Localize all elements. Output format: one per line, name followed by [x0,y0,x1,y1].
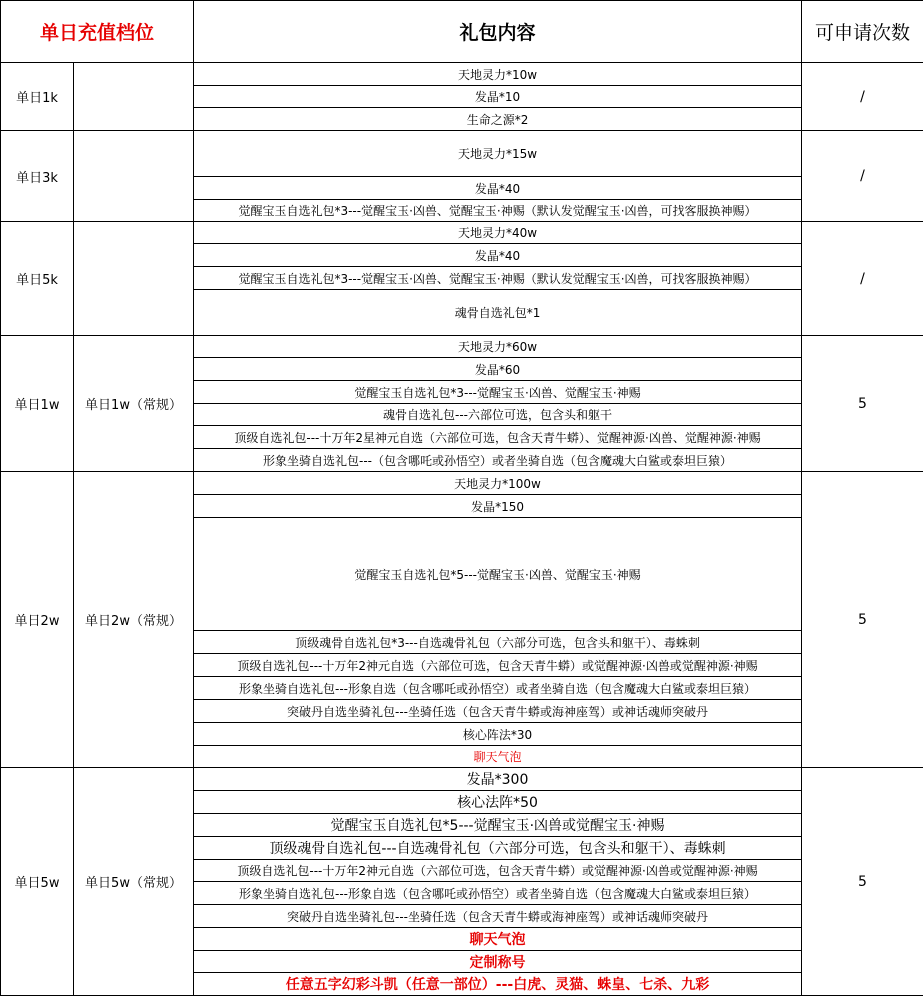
gift-item-cell: 核心阵法*30 [194,723,802,746]
tier-cell: 单日5k [1,222,74,336]
apply-count-cell: / [802,131,923,222]
tier-cell: 单日5w [1,768,74,996]
gift-item-cell: 生命之源*2 [194,108,802,131]
gift-item-cell: 突破丹自选坐骑礼包---坐骑任选（包含天青牛蟒或海神座驾）或神话魂师突破丹 [194,700,802,723]
gift-item-cell: 天地灵力*40w [194,222,802,244]
gift-item-cell: 核心法阵*50 [194,791,802,814]
tier-type-cell: 单日5w（常规） [74,768,194,996]
gift-item-cell: 发晶*60 [194,358,802,381]
gift-item-cell: 定制称号 [194,951,802,973]
table-row [1,768,923,791]
gift-item-cell: 觉醒宝玉自选礼包*3---觉醒宝玉·凶兽、觉醒宝玉·神赐（默认发觉醒宝玉·凶兽，可找客服换神赐） [194,267,802,290]
gift-item-cell: 发晶*40 [194,177,802,200]
gift-item-cell: 发晶*40 [194,244,802,267]
apply-count-cell: 5 [802,768,923,996]
tier-cell: 单日1w [1,336,74,472]
header-tier: 单日充值档位 [1,1,194,63]
table-body [1,63,923,996]
gift-item-cell: 天地灵力*60w [194,336,802,358]
header-row [1,1,923,63]
gift-item-cell: 觉醒宝玉自选礼包*3---觉醒宝玉·凶兽、觉醒宝玉·神赐 [194,381,802,404]
tier-type-cell: 单日2w（常规） [74,472,194,768]
table-row [1,472,923,495]
gift-item-cell: 觉醒宝玉自选礼包*3---觉醒宝玉·凶兽、觉醒宝玉·神赐（默认发觉醒宝玉·凶兽，可找客服换神赐） [194,200,802,222]
gift-item-cell: 顶级自选礼包---十万年2神元自选（六部位可选，包含天青牛蟒）或觉醒神源·凶兽或觉醒神源·神赐 [194,860,802,882]
apply-count-cell: / [802,222,923,336]
gift-item-cell: 突破丹自选坐骑礼包---坐骑任选（包含天青牛蟒或海神座驾）或神话魂师突破丹 [194,905,802,928]
gift-item-cell: 觉醒宝玉自选礼包*5---觉醒宝玉·凶兽、觉醒宝玉·神赐 [194,518,802,631]
tier-type-cell [74,63,194,131]
apply-count-cell: 5 [802,336,923,472]
tier-type-cell [74,131,194,222]
gift-item-cell: 聊天气泡 [194,928,802,951]
gift-item-cell: 形象坐骑自选礼包---形象自选（包含哪吒或孙悟空）或者坐骑自选（包含魔魂大白鲨或泰坦巨猿） [194,677,802,700]
gift-item-cell: 天地灵力*100w [194,472,802,495]
header-count: 可申请次数 [802,1,923,63]
table-row [1,222,923,244]
table-row [1,63,923,86]
tier-type-cell [74,222,194,336]
tier-cell: 单日1k [1,63,74,131]
gift-item-cell: 形象坐骑自选礼包---形象自选（包含哪吒或孙悟空）或者坐骑自选（包含魔魂大白鲨或泰坦巨猿） [194,882,802,905]
gift-item-cell: 顶级魂骨自选礼包---自选魂骨礼包（六部分可选，包含头和躯干）、毒蛛刺 [194,837,802,860]
gift-item-cell: 发晶*300 [194,768,802,791]
gift-item-cell: 任意五字幻彩斗凯（任意一部位）---白虎、灵猫、蛛皇、七杀、九彩 [194,973,802,996]
gift-item-cell: 顶级自选礼包---十万年2星神元自选（六部位可选，包含天青牛蟒）、觉醒神源·凶兽、觉醒神源·神赐 [194,426,802,449]
tier-cell: 单日3k [1,131,74,222]
header-content: 礼包内容 [194,1,802,63]
gift-item-cell: 发晶*10 [194,86,802,108]
gift-item-cell: 魂骨自选礼包---六部位可选，包含头和躯干 [194,404,802,426]
gift-item-cell: 聊天气泡 [194,746,802,768]
table-row [1,336,923,358]
apply-count-cell: 5 [802,472,923,768]
gift-item-cell: 天地灵力*10w [194,63,802,86]
tier-type-cell: 单日1w（常规） [74,336,194,472]
gift-item-cell: 天地灵力*15w [194,131,802,177]
gift-item-cell: 觉醒宝玉自选礼包*5---觉醒宝玉·凶兽或觉醒宝玉·神赐 [194,814,802,837]
gift-item-cell: 顶级魂骨自选礼包*3---自选魂骨礼包（六部分可选，包含头和躯干）、毒蛛刺 [194,631,802,654]
gift-item-cell: 魂骨自选礼包*1 [194,290,802,336]
gift-item-cell: 形象坐骑自选礼包---（包含哪吒或孙悟空）或者坐骑自选（包含魔魂大白鲨或泰坦巨猿） [194,449,802,472]
apply-count-cell: / [802,63,923,131]
gift-item-cell: 顶级自选礼包---十万年2神元自选（六部位可选，包含天青牛蟒）或觉醒神源·凶兽或觉醒神源·神赐 [194,654,802,677]
tier-cell: 单日2w [1,472,74,768]
gift-item-cell: 发晶*150 [194,495,802,518]
table-row [1,131,923,177]
